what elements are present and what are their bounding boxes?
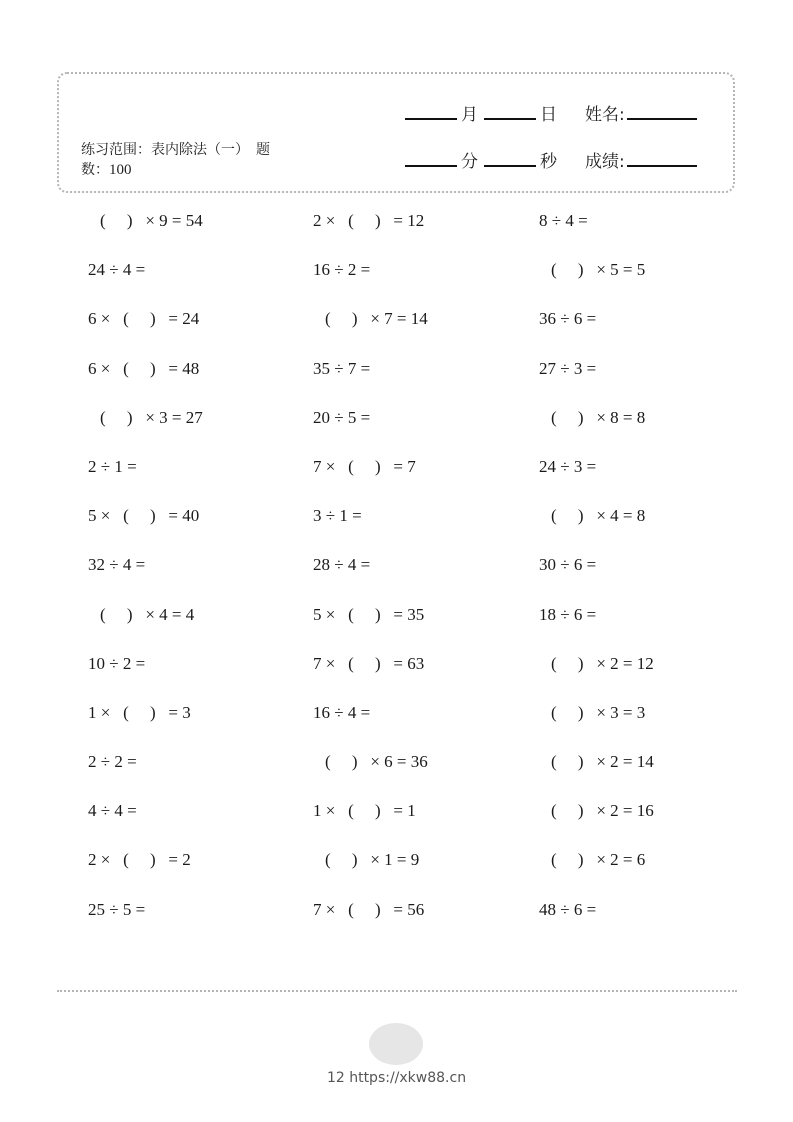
seconds-label: 秒 <box>540 152 557 172</box>
question-count-value: 100 <box>109 162 132 178</box>
minutes-label: 分 <box>461 152 478 172</box>
problem-item: 25 ÷ 5 = <box>88 899 146 919</box>
problem-row <box>0 208 793 257</box>
problem-item: 7 × ( ) = 63 <box>313 653 425 673</box>
problem-item: 24 ÷ 3 = <box>539 456 597 476</box>
score-label: 成绩: <box>585 152 625 172</box>
problem-row <box>0 356 793 405</box>
problem-item: 16 ÷ 2 = <box>313 260 371 280</box>
problem-item: 6 × ( ) = 24 <box>88 309 200 329</box>
minutes-blank[interactable] <box>405 165 457 167</box>
problem-row <box>0 552 793 601</box>
problem-item: 20 ÷ 5 = <box>313 407 371 427</box>
score-blank[interactable] <box>627 165 697 167</box>
problem-item: ( ) × 4 = 4 <box>100 604 195 624</box>
problem-item: 7 × ( ) = 7 <box>313 456 416 476</box>
problem-item: 3 ÷ 1 = <box>313 506 362 526</box>
footer-text: 12 https://xkw88.cn <box>326 1070 467 1086</box>
problem-row <box>0 798 793 847</box>
problem-row <box>0 503 793 552</box>
problem-item: ( ) × 2 = 6 <box>551 850 646 870</box>
problem-item: 36 ÷ 6 = <box>539 309 597 329</box>
problem-item: 24 ÷ 4 = <box>88 260 146 280</box>
problem-item: 2 ÷ 2 = <box>88 752 137 772</box>
problem-item: 5 × ( ) = 35 <box>313 604 425 624</box>
problem-item: 2 ÷ 1 = <box>88 456 137 476</box>
problem-row <box>0 651 793 700</box>
bottom-divider <box>57 990 737 992</box>
problem-item: 1 × ( ) = 1 <box>313 801 416 821</box>
problem-item: 30 ÷ 6 = <box>539 555 597 575</box>
problem-item: ( ) × 4 = 8 <box>551 506 646 526</box>
problem-item: 2 × ( ) = 12 <box>313 211 425 230</box>
problem-item: 2 × ( ) = 2 <box>88 850 191 870</box>
seconds-blank[interactable] <box>484 165 536 167</box>
day-blank[interactable] <box>484 118 536 120</box>
practice-range-line1: 练习范围：表内除法（一） 题 <box>81 142 270 158</box>
problem-item: 48 ÷ 6 = <box>539 899 597 919</box>
name-label: 姓名: <box>585 105 625 125</box>
problem-item: ( ) × 2 = 12 <box>551 653 654 673</box>
problem-item: 18 ÷ 6 = <box>539 604 597 624</box>
problem-row <box>0 749 793 798</box>
problem-item: 7 × ( ) = 56 <box>313 899 425 919</box>
month-blank[interactable] <box>405 118 457 120</box>
problem-item: ( ) × 2 = 14 <box>551 752 654 772</box>
problem-item: ( ) × 6 = 36 <box>325 752 428 772</box>
problem-grid <box>0 208 793 946</box>
problem-row <box>0 700 793 749</box>
problem-row <box>0 306 793 355</box>
problem-item: 1 × ( ) = 3 <box>88 702 191 722</box>
worksheet-header <box>57 72 735 193</box>
problem-item: ( ) × 1 = 9 <box>325 850 420 870</box>
time-score-row <box>405 147 697 172</box>
problem-item: 10 ÷ 2 = <box>88 653 146 673</box>
page-number-blob <box>369 1023 423 1065</box>
problem-item: 27 ÷ 3 = <box>539 358 597 378</box>
problem-item: ( ) × 5 = 5 <box>551 260 646 280</box>
problem-item: 35 ÷ 7 = <box>313 358 371 378</box>
problem-item: ( ) × 9 = 54 <box>100 211 203 230</box>
problem-item: ( ) × 3 = 3 <box>551 702 646 722</box>
problem-row <box>0 602 793 651</box>
problem-item: 4 ÷ 4 = <box>88 801 137 821</box>
day-label: 日 <box>540 105 557 125</box>
problem-row <box>0 257 793 306</box>
problem-item: 5 × ( ) = 40 <box>88 506 200 526</box>
problem-item: 32 ÷ 4 = <box>88 555 146 575</box>
problem-item: ( ) × 3 = 27 <box>100 407 203 427</box>
problem-item: 8 ÷ 4 = <box>539 211 588 230</box>
problem-item: 16 ÷ 4 = <box>313 702 371 722</box>
problem-row <box>0 405 793 454</box>
problem-row <box>0 454 793 503</box>
date-name-row <box>405 100 697 125</box>
problem-item: ( ) × 2 = 16 <box>551 801 654 821</box>
problem-item: ( ) × 7 = 14 <box>325 309 428 329</box>
question-count <box>81 160 311 180</box>
month-label: 月 <box>461 105 478 125</box>
problem-row <box>0 847 793 896</box>
practice-range <box>81 140 311 180</box>
problem-row <box>0 897 793 946</box>
problem-item: ( ) × 8 = 8 <box>551 407 646 427</box>
problem-item: 28 ÷ 4 = <box>313 555 371 575</box>
problem-item: 6 × ( ) = 48 <box>88 358 200 378</box>
name-blank[interactable] <box>627 118 697 120</box>
question-count-label: 数： <box>81 162 109 178</box>
